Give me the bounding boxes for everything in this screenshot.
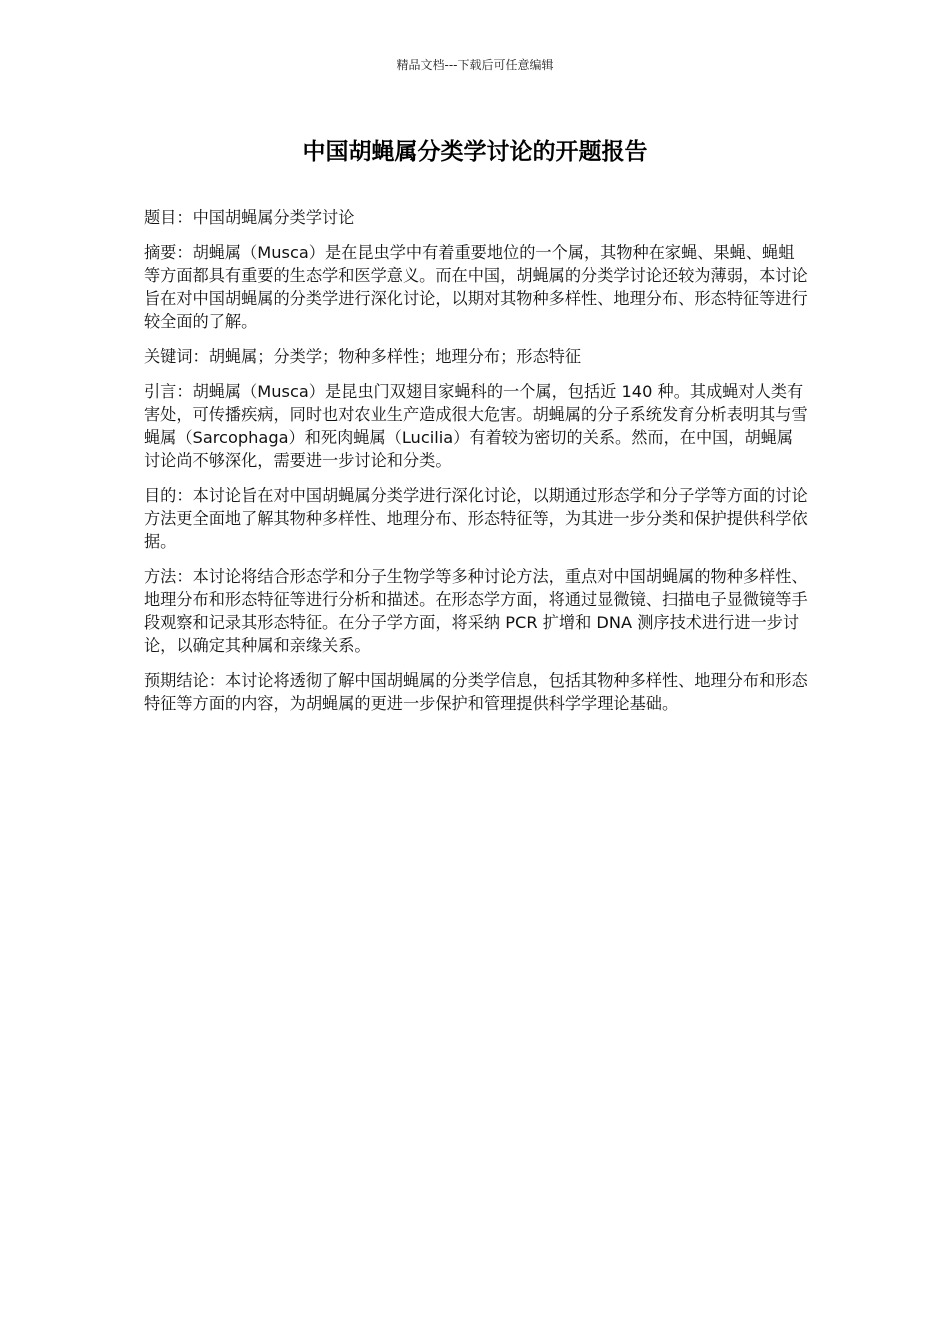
document-body [144,206,808,727]
paragraph-keywords [144,345,808,368]
paragraph-text: 胡蝇属（Musca）是昆虫门双翅目家蝇科的一个属，包括近 140 种。其成蝇对人类有害处，可传播疾病，同时也对农业生产造成很大危害。胡蝇属的分子系统发育分析表明其与雪蝇属（Sarcophaga）和死肉蝇属（Lucilia）有着较为密切的关系。然而，在中国，胡蝇属讨论尚不够深化，需要进一步讨论和分类。 [144,382,808,470]
paragraph-text: 中国胡蝇属分类学讨论 [192,208,355,227]
paragraph-label: 题目： [144,208,193,227]
paragraph-text: 胡蝇属；分类学；物种多样性；地理分布；形态特征 [208,347,582,366]
paragraph-text: 本讨论旨在对中国胡蝇属分类学进行深化讨论，以期通过形态学和分子学等方面的讨论方法更全面地了解其物种多样性、地理分布、形态特征等，为其进一步分类和保护提供科学依据。 [144,486,808,551]
page-header: 精品文档---下载后可任意编辑 [396,58,554,72]
paragraph-label: 摘要： [144,243,193,262]
paragraph-label: 预期结论： [144,671,225,690]
paragraph-expected-conclusion [144,669,808,715]
paragraph-text: 胡蝇属（Musca）是在昆虫学中有着重要地位的一个属，其物种在家蝇、果蝇、蝇蛆等方面都具有重要的生态学和医学意义。而在中国，胡蝇属的分类学讨论还较为薄弱，本讨论旨在对中国胡蝇属的分类学进行深化讨论，以期对其物种多样性、地理分布、形态特征等进行较全面的了解。 [144,243,808,331]
document-title: 中国胡蝇属分类学讨论的开题报告 [302,139,648,165]
paragraph-text: 本讨论将透彻了解中国胡蝇属的分类学信息，包括其物种多样性、地理分布和形态特征等方面的内容，为胡蝇属的更进一步保护和管理提供科学学理论基础。 [144,671,808,713]
paragraph-text: 本讨论将结合形态学和分子生物学等多种讨论方法，重点对中国胡蝇属的物种多样性、地理分布和形态特征等进行分析和描述。在形态学方面，将通过显微镜、扫描电子显微镜等手段观察和记录其形态特征。在分子学方面，将采纳 PCR 扩增和 DNA 测序技术进行进一步讨论，以确定其种属和亲缘关系。 [144,567,808,655]
paragraph-methods [144,565,808,657]
paragraph-label: 方法： [144,567,193,586]
paragraph-abstract [144,241,808,333]
paragraph-purpose [144,484,808,553]
paragraph-label: 关键词： [144,347,209,366]
paragraph-introduction [144,380,808,472]
paragraph-label: 目的： [144,486,193,505]
paragraph-label: 引言： [144,382,193,401]
paragraph-topic [144,206,808,229]
